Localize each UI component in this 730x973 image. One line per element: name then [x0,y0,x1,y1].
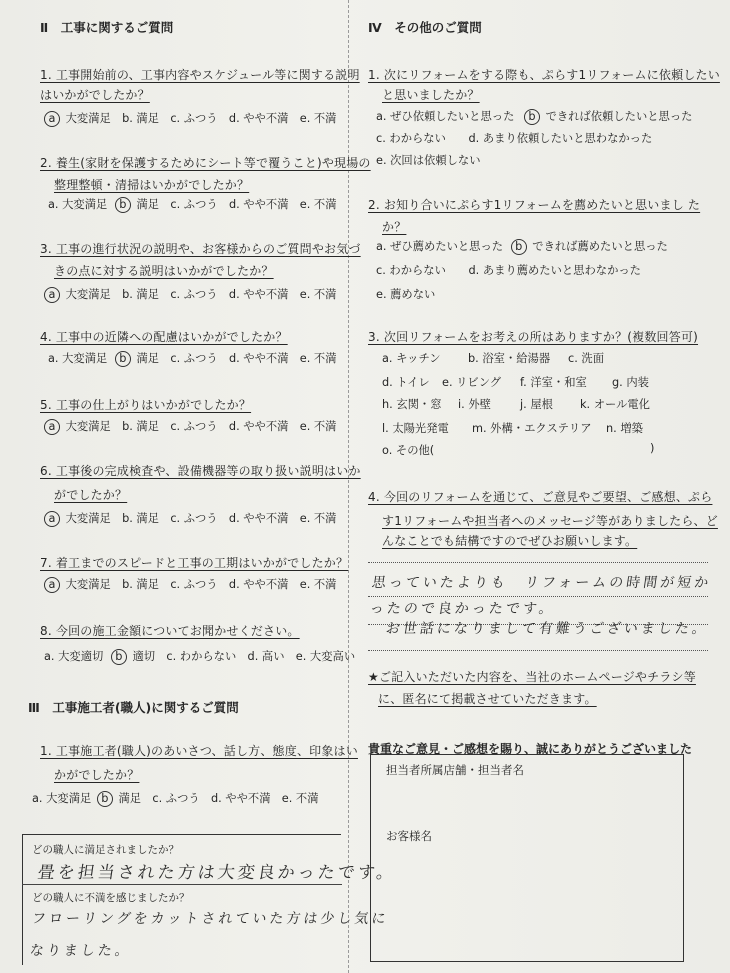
satisfied-craftsman-label: どの職人に満足されましたか？ [32,844,179,856]
s4-q3-opt-i: i. 外壁 [458,398,491,411]
comment-line-1 [368,562,708,563]
section-4-title: Ⅳ その他のご質問 [368,20,482,35]
s4-q2-option-row1 [376,238,668,255]
s2-q1-line1: 1. 工事開始前の、工事内容やスケジュール等に関する説明 [40,68,360,82]
s2-q3-options-rest: 大変満足 b. 満足 c. ふつう d. やや不満 e. 不満 [65,288,337,301]
satisfied-craftsman-answer[interactable]: 畳を担当された方は大変良かったです。 [36,863,398,883]
s4-q4-line3: んなことでも結構ですのでぜひお願いします。 [382,534,638,548]
s3-q1-options [32,790,319,807]
publication-notice-line2: に、匿名にて掲載させていただきます。 [378,692,597,706]
s3-q1-line1: 1. 工事施工者(職人)のあいさつ、話し方、態度、印象はい [40,744,358,758]
selected-option-marker[interactable]: b [111,649,127,665]
s2-q6-line1: 6. 工事後の完成検査や、設備機器等の取り扱い説明はいか [40,464,361,478]
comment-line-2 [368,596,708,597]
s2-q1-options-text: 大変満足 b. 満足 c. ふつう d. やや不満 e. 不満 [65,112,337,125]
s4-q1-option-row3: e. 次回は依頼しない [376,154,481,167]
s2-q7-options [44,576,336,593]
selected-option-marker[interactable]: b [511,239,527,255]
s2-q6-line2: がでしたか？ [54,488,128,502]
s4-q2-option-a: a. ぜひ薦めたいと思った [376,240,504,253]
s2-q3-line2: きの点に対する説明はいかがでしたか？ [54,264,274,278]
s2-q7-line1: 7. 着工までのスピードと工事の工期はいかがでしたか？ [40,556,349,570]
s4-q3-opt-g: g. 内装 [612,376,649,389]
s4-q3-opt-b: b. 浴室・給湯器 [468,352,551,365]
section-3-title: Ⅲ 工事施工者(職人)に関するご質問 [28,700,239,715]
s4-q3-opt-m: m. 外構・エクステリア [472,422,592,435]
s2-q3-line1: 3. 工事の進行状況の説明や、お客様からのご質問やお気づ [40,242,361,256]
s2-q8-option-a: a. 大変適切 [44,650,104,663]
dissatisfied-craftsman-answer-line2[interactable]: なりました。 [28,943,133,959]
dissatisfied-craftsman-label: どの職人に不満を感じましたか？ [32,892,190,904]
s4-q3-opt-a: a. キッチン [382,352,441,365]
s4-q3-opt-j: j. 屋根 [520,398,553,411]
s2-q1-line2: はいかがでしたか？ [40,88,150,102]
s3-q1-option-a: a. 大変満足 [32,792,92,805]
s4-q4-line1: 4. 今回のリフォームを通じて、ご意見やご要望、ご感想、ぷら [368,490,713,504]
s2-q8-options [44,648,355,665]
s3-q1-line2: かがでしたか？ [54,768,140,782]
s4-q3-opt-o: o. その他( [382,444,435,457]
s4-q3-opt-o-close: ) [650,442,655,455]
s2-q2-line1: 2. 養生(家財を保護するためにシート等で覆うこと)や現場の [40,156,371,170]
s2-q4-options [48,350,337,367]
name-entry-box [370,754,684,962]
s4-q3-opt-k: k. オール電化 [580,398,650,411]
s2-q2-options-rest: 満足 c. ふつう d. やや不満 e. 不満 [136,198,337,211]
s4-q1-option-a: a. ぜひ依頼したいと思った [376,110,515,123]
s3-q1-options-rest: 満足 c. ふつう d. やや不満 e. 不満 [118,792,319,805]
s2-q6-options-rest: 大変満足 b. 満足 c. ふつう d. やや不満 e. 不満 [65,512,337,525]
s2-q3-options [44,286,336,303]
s4-q1-option-row2: c. わからない d. あまり依頼したいと思わなかった [376,132,653,145]
s2-q4-line1: 4. 工事中の近隣への配慮はいかがでしたか？ [40,330,288,344]
right-column [352,0,730,973]
s2-q2-options [48,196,337,213]
publication-notice-line1: ★ご記入いただいた内容を、当社のホームページやチラシ等 [368,670,696,684]
selected-option-marker[interactable]: a [44,577,60,593]
column-divider [348,0,349,973]
comment-handwriting-line3[interactable]: お世話になりまして有難うございました。 [384,621,710,637]
s4-q1-line2: と思いましたか？ [382,88,480,102]
s2-q8-options-rest: 適切 c. わからない d. 高い e. 大変高い [132,650,356,663]
s2-q1-options [44,110,336,127]
s2-q6-options [44,510,336,527]
s4-q1-option-row1 [376,108,692,125]
s4-q1-line1: 1. 次にリフォームをする際も、ぷらす1リフォームに依頼したい [368,68,720,82]
selected-option-marker[interactable]: a [44,419,60,435]
s2-q4-option-a: a. 大変満足 [48,352,108,365]
s4-q3-opt-h: h. 玄関・窓 [382,398,442,411]
s2-q4-options-rest: 満足 c. ふつう d. やや不満 e. 不満 [136,352,337,365]
s4-q3-opt-l: l. 太陽光発電 [382,422,449,435]
s4-q3-line1: 3. 次回リフォームをお考えの所はありますか？(複数回答可) [368,330,699,344]
box-divider [22,884,342,885]
selected-option-marker[interactable]: b [115,197,131,213]
section-2-title: Ⅱ 工事に関するご質問 [40,20,174,35]
s4-q3-opt-c: c. 洗面 [568,352,604,365]
selected-option-marker[interactable]: b [97,791,113,807]
s2-q2-line2: 整理整頓・清掃はいかがでしたか？ [54,178,250,192]
comment-handwriting-line1[interactable]: 思っていたよりも リフォームの時間が短か [370,575,713,591]
thanks-message: 貴重なご意見・ご感想を賜り、誠にありがとうございました [368,742,693,756]
s4-q2-option-row2: c. わからない d. あまり薦めたいと思わなかった [376,264,641,277]
dissatisfied-craftsman-answer-line1[interactable]: フローリングをカットされていた方は少し気に [30,911,390,927]
selected-option-marker[interactable]: a [44,111,60,127]
s4-q2-line2: か？ [382,220,407,234]
selected-option-marker[interactable]: b [524,109,540,125]
s2-q5-options-rest: 大変満足 b. 満足 c. ふつう d. やや不満 e. 不満 [65,420,337,433]
s4-q2-option-b: できれば薦めたいと思った [532,240,668,253]
s2-q5-options [44,418,336,435]
s4-q3-opt-f: f. 洋室・和室 [520,376,587,389]
selected-option-marker[interactable]: a [44,511,60,527]
staff-name-label: 担当者所属店舗・担当者名 [386,763,524,777]
s4-q2-line1: 2. お知り合いにぷらす1リフォームを薦めたいと思いまし た [368,198,701,212]
s4-q1-option-b: できれば依頼したいと思った [545,110,693,123]
selected-option-marker[interactable]: b [115,351,131,367]
s2-q2-option-a: a. 大変満足 [48,198,108,211]
s4-q2-option-row3: e. 薦めない [376,288,436,301]
s4-q3-opt-e: e. リビング [442,376,502,389]
customer-name-label: お客様名 [386,829,432,843]
s4-q4-line2: す1リフォームや担当者へのメッセージ等がありましたら、ど [382,514,718,528]
s4-q3-opt-n: n. 増築 [606,422,643,435]
comment-handwriting-line2[interactable]: ったので良かったです。 [368,601,557,617]
s2-q5-line1: 5. 工事の仕上がりはいかがでしたか？ [40,398,252,412]
s4-q3-opt-d: d. トイレ [382,376,430,389]
s2-q7-options-rest: 大変満足 b. 満足 c. ふつう d. やや不満 e. 不満 [65,578,337,591]
comment-line-4 [368,650,708,651]
selected-option-marker[interactable]: a [44,287,60,303]
s2-q8-line1: 8. 今回の施工金額についてお聞かせください。 [40,624,300,638]
